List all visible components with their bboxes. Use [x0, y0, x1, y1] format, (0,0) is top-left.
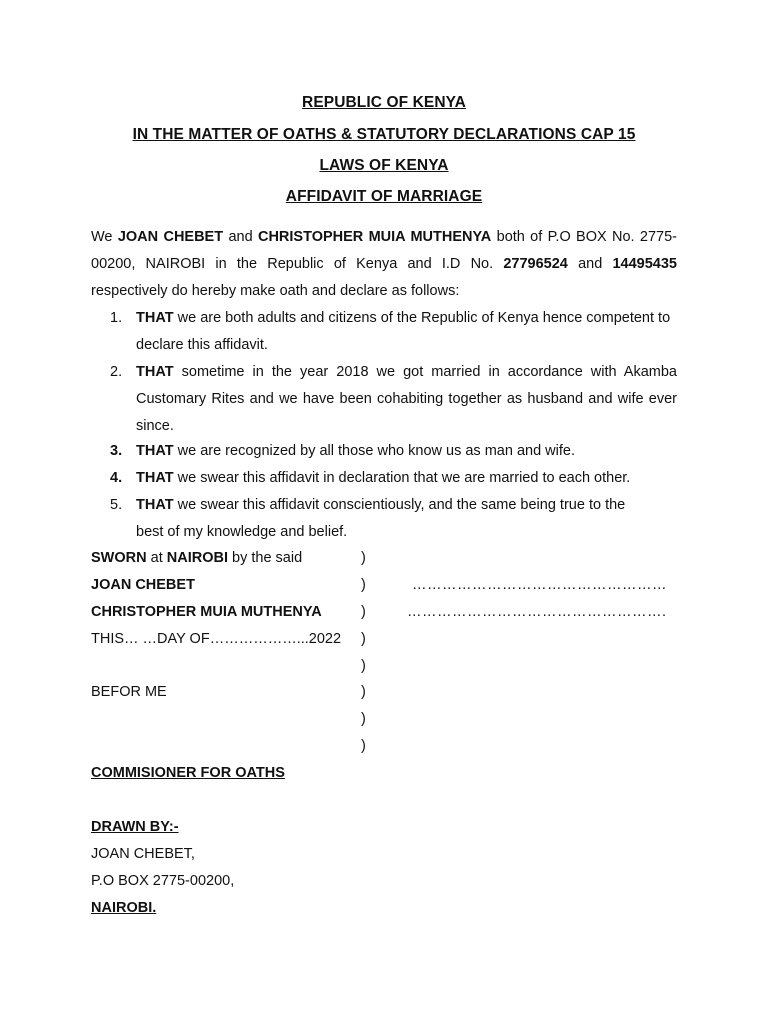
- sworn-at: at: [150, 550, 163, 566]
- intro-we: We: [91, 229, 113, 245]
- intro-name-christopher: CHRISTOPHER MUIA MUTHENYA: [257, 229, 492, 245]
- signatory-joan: JOAN CHEBET: [91, 577, 195, 593]
- drawn-by-box: P.O BOX 2775-00200,: [91, 873, 235, 889]
- drawn-by-label: DRAWN BY:-: [91, 819, 179, 835]
- list-item-keyword: THAT: [136, 443, 174, 459]
- list-item-text: [136, 492, 656, 546]
- intro-name-joan: JOAN CHEBET: [117, 229, 224, 245]
- bracket-mark: ): [361, 604, 366, 620]
- date-line: THIS… …DAY OF………………...2022: [91, 631, 342, 647]
- signature-line-christopher: …………………………………………….: [407, 604, 667, 620]
- bracket-mark: ): [361, 631, 366, 647]
- bracket-mark: ): [361, 738, 366, 754]
- intro-id-1: 27796524: [503, 256, 568, 272]
- list-item-text: [136, 438, 677, 465]
- bracket-mark: ): [361, 658, 366, 674]
- commissioner-label: COMMISIONER FOR OATHS: [91, 765, 285, 781]
- intro-and-2: and: [578, 256, 603, 272]
- intro-id-2: 14495435: [612, 256, 677, 272]
- list-item-text: [136, 465, 677, 492]
- heading-matter: IN THE MATTER OF OATHS & STATUTORY DECLARATIONS CAP 15: [132, 126, 636, 143]
- list-item-keyword: THAT: [136, 470, 174, 486]
- intro-address: both of P.O BOX No. 2775-00200, NAIROBI in the Republic of Kenya and I.D No.: [91, 229, 678, 272]
- sworn-place: NAIROBI: [166, 550, 228, 566]
- list-item-body: sometime in the year 2018 we got married in accordance with Akamba Customary Rites and we have been cohabiting together as husband and wife ever since.: [136, 364, 677, 434]
- list-item-body: we swear this affidavit in declaration that we are married to each other.: [177, 470, 631, 486]
- signature-line-joan: ……………………………………………: [412, 577, 667, 593]
- before-me-label: BEFOR ME: [91, 684, 167, 700]
- list-item-number: 2.: [110, 364, 123, 380]
- list-item-body: we are both adults and citizens of the Republic of Kenya hence competent to declare this affidavit.: [136, 310, 671, 353]
- bracket-mark: ): [361, 577, 366, 593]
- sworn-line: [91, 545, 302, 572]
- bracket-mark: ): [361, 684, 366, 700]
- intro-paragraph: [91, 224, 677, 278]
- list-item-number: 4.: [110, 470, 123, 486]
- sworn-by-said: by the said: [232, 550, 303, 566]
- list-item-keyword: THAT: [136, 497, 174, 513]
- intro-closing: respectively do hereby make oath and declare as follows:: [91, 283, 460, 299]
- bracket-mark: ): [361, 711, 366, 727]
- drawn-by-name: JOAN CHEBET,: [91, 846, 195, 862]
- list-item-text: [136, 359, 677, 440]
- list-item-number: 5.: [110, 497, 123, 513]
- bracket-mark: ): [361, 550, 366, 566]
- list-item-body: we are recognized by all those who know us as man and wife.: [177, 443, 575, 459]
- drawn-by-city: NAIROBI.: [91, 900, 157, 916]
- heading-laws: LAWS OF KENYA: [319, 157, 449, 174]
- list-item-text: [136, 305, 677, 359]
- list-item-number: 3.: [110, 443, 123, 459]
- list-item-keyword: THAT: [136, 310, 174, 326]
- sworn-word: SWORN: [91, 550, 147, 566]
- intro-and: and: [228, 229, 253, 245]
- heading-republic: REPUBLIC OF KENYA: [302, 94, 466, 111]
- list-item-keyword: THAT: [136, 364, 174, 380]
- list-item-number: 1.: [110, 310, 123, 326]
- list-item-body: we swear this affidavit conscientiously, and the same being true to the best of my knowledge and belief.: [136, 497, 626, 540]
- signatory-christopher: CHRISTOPHER MUIA MUTHENYA: [91, 604, 322, 620]
- heading-affidavit-title: AFFIDAVIT OF MARRIAGE: [285, 188, 483, 205]
